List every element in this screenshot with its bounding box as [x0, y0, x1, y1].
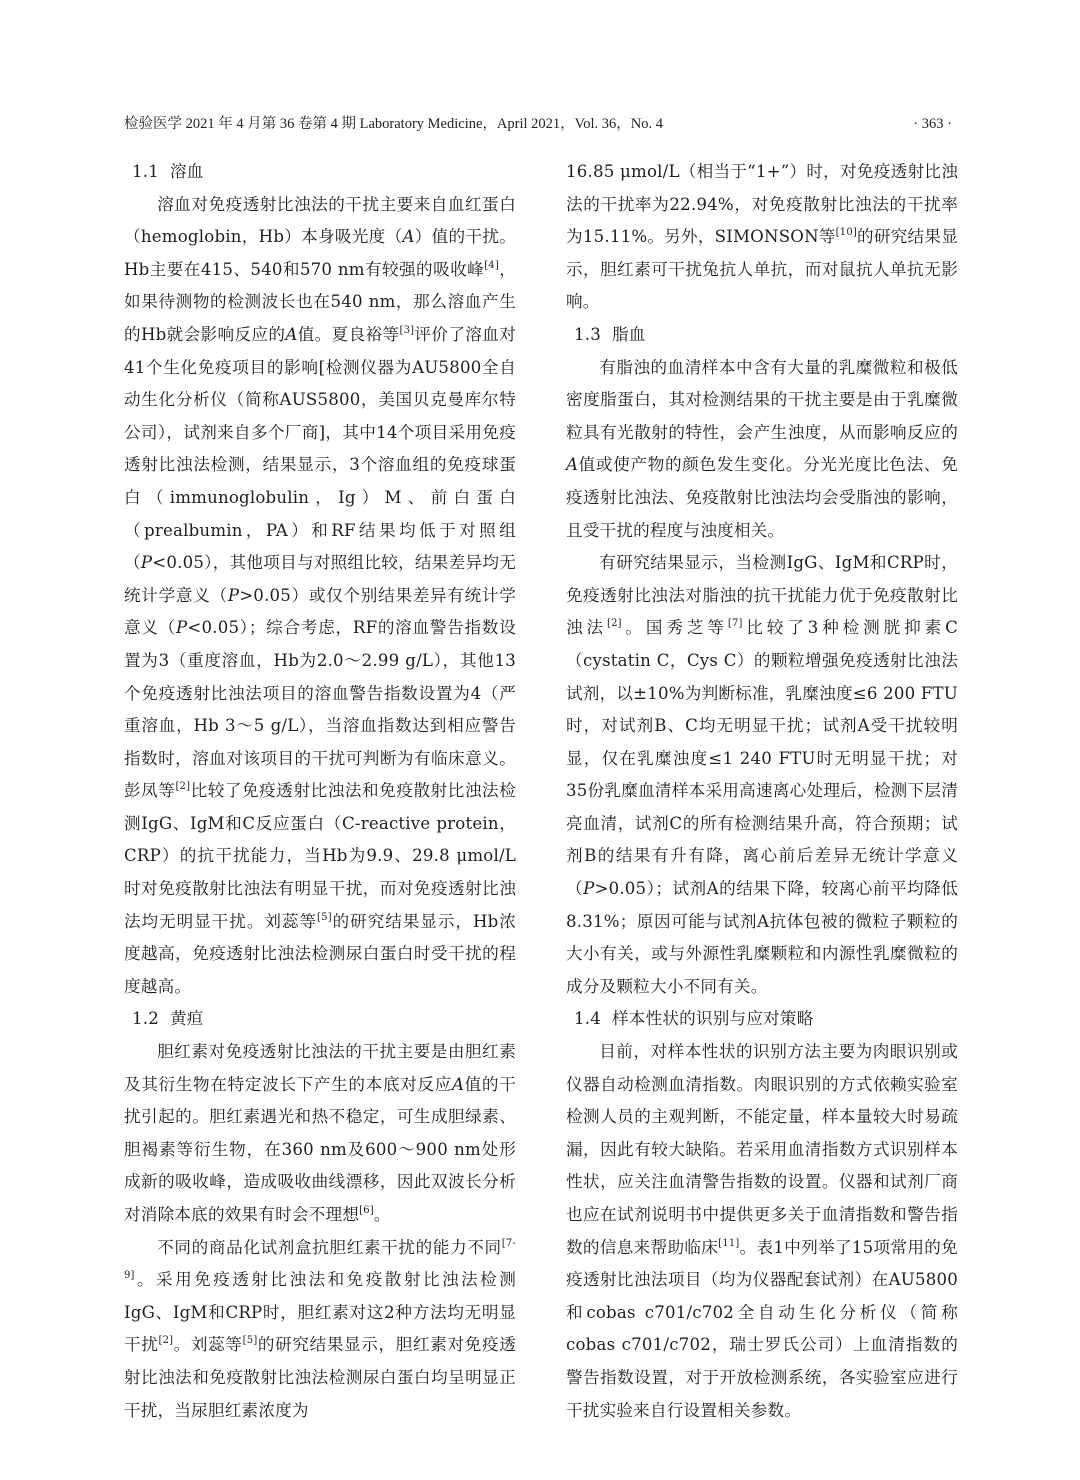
- citation-ref: [5]: [317, 911, 332, 923]
- citation-ref: [7]: [727, 618, 743, 630]
- section-heading-1-1: 1.1 溶血: [132, 162, 204, 181]
- paragraph-bilirubin-continued: 16.85 μmol/L（相当于“1+”）时，对免疫透射比浊法的干扰率为22.94%，对免疫散射比浊法的干扰率为15.11%。另外，SIMONSON等[10]的研究结果显示，胆红素可干扰兔抗人单抗，而对鼠抗人单抗无影响。: [566, 162, 958, 312]
- citation-ref: [11]: [718, 1237, 740, 1249]
- paragraph-jaundice: 胆红素对免疫透射比浊法的干扰主要是由胆红素及其衍生物在特定波长下产生的本底对反应A值的干扰引起的。胆红素遇光和热不稳定，可生成胆绿素、胆褐素等衍生物，在360 nm及600～900 nm处形成新的吸收峰，造成吸收曲线漂移，因此双波长分析对消除本底的效果有时会不理想[6]。: [124, 1042, 516, 1224]
- section-heading-1-2: 1.2 黄疸: [132, 1009, 204, 1029]
- page-number: · 363 ·: [913, 116, 952, 132]
- paragraph-bilirubin-kits: 不同的商品化试剂盒抗胆红素干扰的能力不同[7-9]。采用免疫透射比浊法和免疫散射比浊法检测IgG、IgM和CRP时，胆红素对这2种方法均无明显干扰[2]。刘蕊等[5]的研究结果显示，胆红素对免疫透射比浊法和免疫散射比浊法检测尿白蛋白均呈明显正干扰，当尿胆红素浓度为: [124, 1237, 516, 1420]
- left-column: [124, 156, 516, 1427]
- citation-ref: [10]: [835, 227, 857, 239]
- paragraph-hemolysis: 溶血对免疫透射比浊法的干扰主要来自血红蛋白（hemoglobin，Hb）本身吸光度（A）值的干扰。Hb主要在415、540和570 nm有较强的吸收峰[4]，如果待测物的检测波长也在540 nm，那么溶血产生的Hb就会影响反应的A值。夏良裕等[3]评价了溶血对41个生化免疫项目的影响[检测仪器为AU5800全自动生化分析仪（简称AUS5800，美国贝克曼库尔特公司），试剂来自多个厂商]，其中14个项目采用免疫透射比浊法检测，结果显示，3个溶血组的免疫球蛋白（immunoglobulin，Ig）M、前白蛋白（prealbumin，PA）和RF结果均低于对照组（P<0.05），其他项目与对照组比较，结果差异均无统计学意义（P>0.05）或仅个别结果差异有统计学意义（P<0.05）；综合考虑，RF的溶血警告指数设置为3（重度溶血，Hb为2.0～2.99 g/L），其他13个免疫透射比浊法项目的溶血警告指数设置为4（严重溶血，Hb 3～5 g/L），当溶血指数达到相应警告指数时，溶血对该项目的干扰可判断为有临床意义。彭凤等[2]比较了免疫透射比浊法和免疫散射比浊法检测IgG、IgM和C反应蛋白（C-reactive protein，CRP）的抗干扰能力，当Hb为9.9、29.8 μmol/L时对免疫散射比浊法有明显干扰，而对免疫透射比浊法均无明显干扰。刘蕊等[5]的研究结果显示，Hb浓度越高，免疫透射比浊法检测尿白蛋白时受干扰的程度越高。: [124, 194, 517, 996]
- citation-ref: [2]: [158, 1335, 174, 1347]
- citation-ref: [2]: [175, 781, 191, 793]
- section-heading-1-3: 1.3 脂血: [574, 324, 646, 344]
- citation-ref: [3]: [399, 324, 415, 336]
- right-column: [566, 156, 958, 1427]
- paragraph-lipemia: 有脂浊的血清样本中含有大量的乳糜微粒和极低密度脂蛋白，其对检测结果的干扰主要是由于乳糜微粒具有光散射的特性，会产生浊度，从而影响反应的A值或使产物的颜色发生变化。分光光度比色法、免疫透射比浊法、免疫散射比浊法均会受脂浊的影响，且受干扰的程度与浊度相关。: [566, 357, 958, 540]
- paragraph-sample-identification: 目前，对样本性状的识别方法主要为肉眼识别或仪器自动检测血清指数。肉眼识别的方式依赖实验室检测人员的主观判断，不能定量，样本量较大时易疏漏，因此有较大缺陷。若采用血清指数方式识别样本性状，应关注血清警告指数的设置。仪器和试剂厂商也应在试剂说明书中提供更多关于血清指数和警告指数的信息来帮助临床[11]。表1中列举了15项常用的免疫透射比浊法项目（均为仪器配套试剂）在AU5800和cobas c701/c702全自动生化分析仪（简称cobas c701/c702，瑞士罗氏公司）上血清指数的警告指数设置，对于开放检测系统，各实验室应进行干扰实验来自行设置相关参数。: [566, 1042, 958, 1420]
- running-header: [124, 112, 952, 133]
- journal-citation: 检验医学 2021 年 4 月第 36 卷第 4 期 Laboratory Medicine，April 2021，Vol. 36，No. 4: [124, 116, 664, 132]
- paragraph-lipemia-studies: 有研究结果显示，当检测IgG、IgM和CRP时，免疫透射比浊法对脂浊的抗干扰能力优于免疫散射比浊法[2]。国秀芝等[7]比较了3种检测胱抑素C（cystatin C，Cys C）的颗粒增强免疫透射比浊法试剂，以±10%为判断标准，乳糜浊度≤6 200 FTU时，对试剂B、C均无明显干扰；试剂A受干扰较明显，仅在乳糜浊度≤1 240 FTU时无明显干扰；对35份乳糜血清样本采用高速离心处理后，检测下层清亮血清，试剂C的所有检测结果升高，符合预期；试剂B的结果有升有降，离心前后差异无统计学意义（P>0.05）；试剂A的结果下降，较离心前平均降低8.31%；原因可能与试剂A抗体包被的微粒子颗粒的大小有关，或与外源性乳糜颗粒和内源性乳糜微粒的成分及颗粒大小不同有关。: [566, 553, 958, 996]
- citation-ref: [5]: [242, 1335, 258, 1347]
- citation-ref: [7-9]: [124, 1237, 516, 1282]
- section-heading-1-4: 1.4 样本性状的识别与应对策略: [574, 1009, 814, 1029]
- citation-ref: [2]: [606, 618, 622, 630]
- citation-ref: [6]: [359, 1205, 374, 1216]
- citation-ref: [4]: [484, 259, 499, 271]
